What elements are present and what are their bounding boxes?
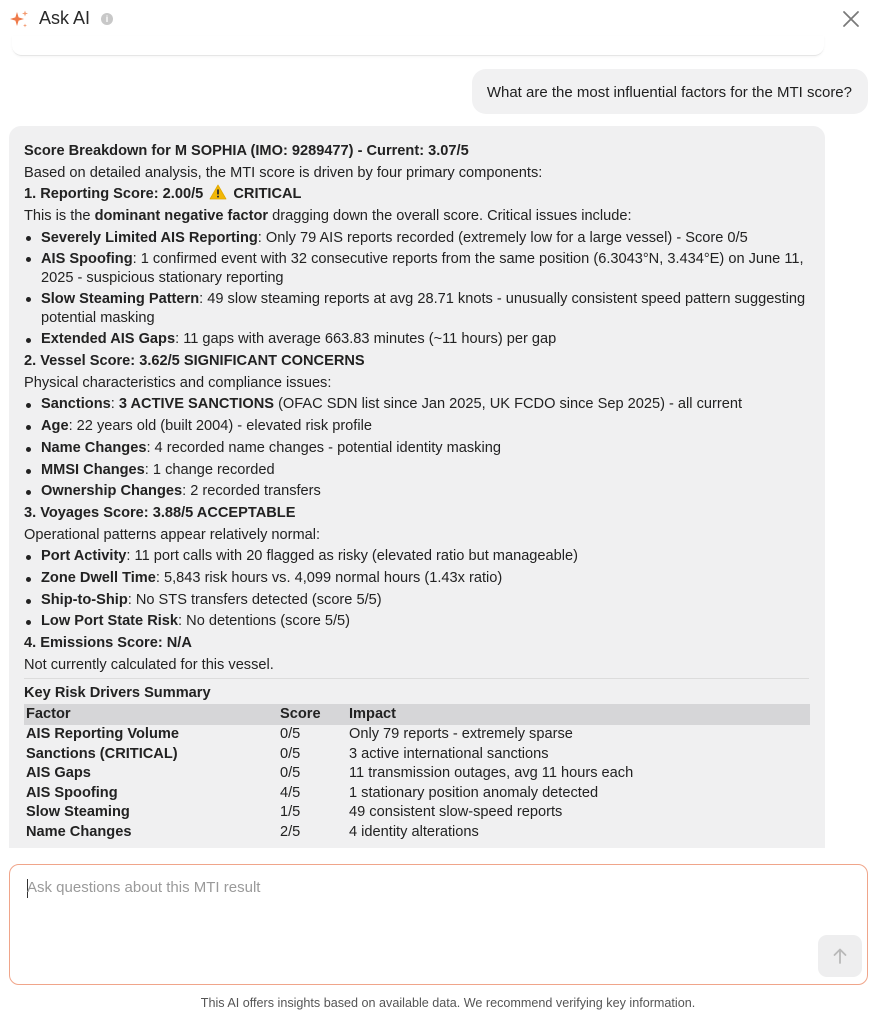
- list-item: Sanctions: 3 ACTIVE SANCTIONS (OFAC SDN list since Jan 2025, UK FCDO since Sep 2025) - all current: [24, 394, 809, 416]
- reporting-issues-list: [24, 228, 809, 351]
- voyages-list: [24, 546, 809, 633]
- user-message: What are the most influential factors for the MTI score?: [472, 69, 868, 114]
- reporting-description: This is the dominant negative factor dragging down the overall score. Critical issues include:: [24, 208, 632, 225]
- divider: [24, 678, 809, 679]
- emissions-score-title: 4. Emissions Score: N/A: [24, 635, 192, 652]
- list-item: Name Changes: 4 recorded name changes - potential identity masking: [24, 438, 809, 460]
- reporting-title-prefix: 1. Reporting Score: 2.00/5: [24, 186, 204, 203]
- info-icon[interactable]: i: [101, 13, 113, 25]
- vessel-issues-list: [24, 394, 809, 503]
- emissions-description: Not currently calculated for this vessel.: [24, 656, 274, 673]
- response-heading: Score Breakdown for M SOPHIA (IMO: 9289477) - Current: 3.07/5: [24, 143, 469, 159]
- voyages-description: Operational patterns appear relatively normal:: [24, 526, 321, 543]
- vessel-score-title: 2. Vessel Score: 3.62/5 SIGNIFICANT CONCERNS: [24, 353, 365, 370]
- dominant-factor-text: dominant negative factor: [94, 208, 269, 225]
- footer-disclaimer: This AI offers insights based on available data. We recommend verifying key information.: [200, 996, 696, 1010]
- ai-response: [9, 126, 825, 848]
- reporting-title-suffix: CRITICAL: [233, 186, 302, 203]
- list-item: AIS Spoofing: 1 confirmed event with 32 consecutive reports from the same position (6.3043°N, 3.434°E) on June 11, 2025 - suspicious stationary reporting: [24, 249, 809, 289]
- panel-header: [0, 0, 896, 40]
- list-item: Zone Dwell Time: 5,843 risk hours vs. 4,099 normal hours (1.43x ratio): [24, 568, 809, 590]
- list-item: Severely Limited AIS Reporting: Only 79 AIS reports recorded (extremely low for a large vessel) - Score 0/5: [24, 228, 809, 250]
- arrow-up-icon: [831, 947, 849, 965]
- voyages-score-title: 3. Voyages Score: 3.88/5 ACCEPTABLE: [24, 504, 296, 521]
- vessel-description: Physical characteristics and compliance issues:: [24, 374, 332, 391]
- response-intro: Based on detailed analysis, the MTI score is driven by four primary components:: [24, 164, 543, 181]
- column-header-score: Score: [278, 704, 347, 725]
- sparkle-icon: [8, 9, 30, 31]
- close-icon[interactable]: [838, 6, 864, 32]
- list-item: Age: 22 years old (built 2004) - elevated risk profile: [24, 416, 809, 438]
- column-header-factor: Factor: [24, 704, 278, 725]
- column-header-impact: Impact: [347, 704, 810, 725]
- table-row: AIS Spoofing 4/5 1 stationary position anomaly detected: [26, 784, 599, 801]
- panel-title: Ask AI: [39, 8, 91, 28]
- table-row: AIS Reporting Volume 0/5 Only 79 reports - extremely sparse: [26, 726, 573, 743]
- list-item: Low Port State Risk: No detentions (score 5/5): [24, 611, 809, 633]
- list-item: MMSI Changes: 1 change recorded: [24, 460, 809, 482]
- risk-drivers-table: [24, 704, 810, 842]
- list-item: Ownership Changes: 2 recorded transfers: [24, 481, 809, 503]
- question-input[interactable]: [9, 864, 868, 985]
- list-item: Port Activity: 11 port calls with 20 flagged as risky (elevated ratio but manageable): [24, 546, 809, 568]
- list-item: Extended AIS Gaps: 11 gaps with average 663.83 minutes (~11 hours) per gap: [24, 329, 809, 351]
- table-row: Slow Steaming 1/5 49 consistent slow-speed reports: [26, 804, 563, 821]
- table-row: AIS Gaps 0/5 11 transmission outages, avg 11 hours each: [26, 765, 634, 782]
- warning-icon: [209, 184, 227, 200]
- reporting-score-title: [24, 184, 809, 206]
- input-placeholder: Ask questions about this MTI result: [27, 879, 261, 896]
- summary-title: Key Risk Drivers Summary: [24, 684, 211, 701]
- table-header-row: [24, 704, 810, 725]
- table-row: Sanctions (CRITICAL) 0/5 3 active international sanctions: [26, 745, 549, 762]
- previous-message-edge: [12, 36, 824, 56]
- chat-scroll-area[interactable]: [0, 56, 896, 848]
- list-item: Slow Steaming Pattern: 49 slow steaming reports at avg 28.71 knots - unusually consistent speed pattern suggesting potential masking: [24, 289, 809, 329]
- table-row: Name Changes 2/5 4 identity alterations: [26, 823, 479, 840]
- list-item: Ship-to-Ship: No STS transfers detected (score 5/5): [24, 590, 809, 612]
- send-button[interactable]: [818, 935, 862, 977]
